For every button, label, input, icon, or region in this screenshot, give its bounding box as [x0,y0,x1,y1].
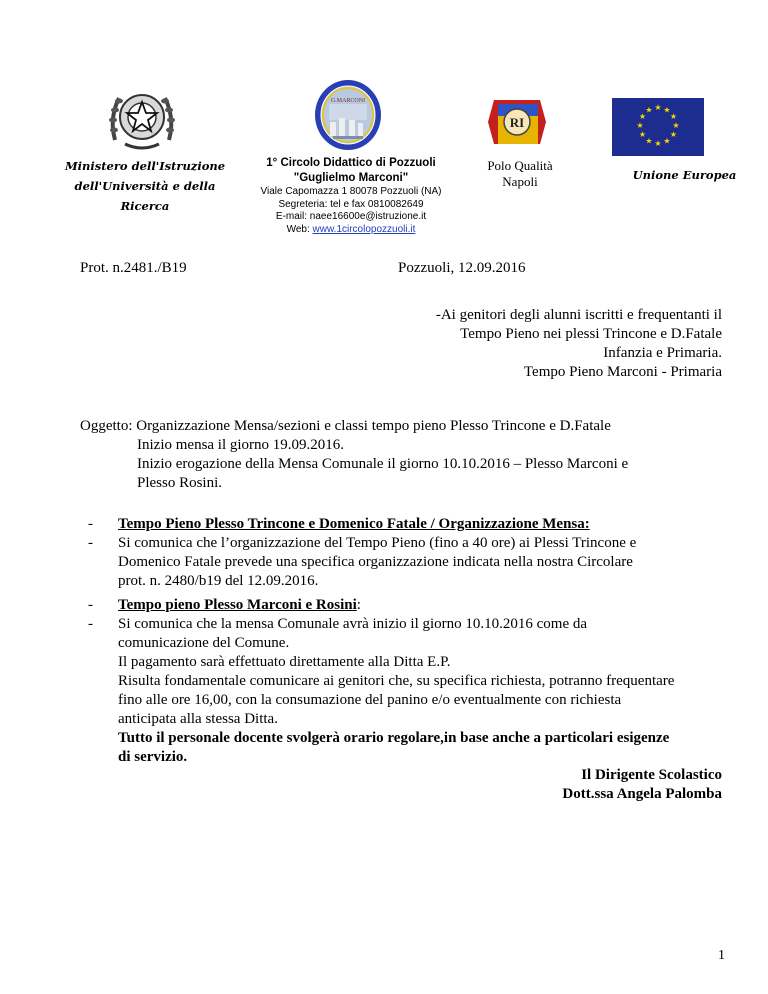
protocol-number: Prot. n.2481./B19 [80,260,187,276]
section2-line: comunicazione del Comune. [118,635,290,651]
section2-line: Il pagamento sarà effettuato direttamente alla Ditta E.P. [118,654,451,670]
section1-line: Domenico Fatale prevede una specifica organizzazione indicata nella nostra Circolare [118,554,633,570]
circolo-web [240,224,462,237]
section1 [118,515,728,591]
ministero-line-2: dell'Università e della [74,179,216,193]
flag-eu-icon [612,98,704,156]
logo-circolo-text: G.MARCONI [330,98,366,104]
svg-text:★: ★ [663,136,671,146]
svg-text:★: ★ [663,105,671,115]
subject-first-line: Oggetto: Organizzazione Mensa/sezioni e classi tempo pieno Plesso Trincone e D.Fatale [80,418,611,434]
section2-heading-suffix: : [356,597,361,613]
recipients-block [340,306,722,382]
section2-heading: Tempo pieno Plesso Marconi e Rosini [118,597,357,613]
polo-line-1: Polo Qualità [487,158,553,173]
svg-text:★: ★ [672,121,680,130]
recipient-line: Tempo Pieno nei plessi Trincone e D.Fatale [460,326,722,342]
svg-text:★: ★ [654,139,662,148]
circolo-subtitle: "Guglielmo Marconi" [293,172,409,184]
emblem-italy-icon [105,80,179,154]
section2-line: fino alle ore 16,00, con la consumazione del panino e/o eventualmente con richiesta [118,692,622,708]
section2-bold-line: di servizio. [118,749,188,765]
svg-text:★: ★ [669,112,678,121]
circolo-web-label: Web: [286,223,313,235]
logo-circolo-marconi-icon [313,78,383,152]
circolo-title: 1° Circolo Didattico di Pozzuoli [266,157,436,169]
section1-line: prot. n. 2480/b19 del 12.09.2016. [118,573,319,589]
circolo-phone: Segreteria: tel e fax 0810082649 [278,198,424,210]
signature-block [450,766,722,804]
section2-line: anticipata alla stessa Ditta. [118,711,278,727]
bullet-dash: - [88,597,93,613]
signature-role: Il Dirigente Scolastico [581,767,722,783]
svg-text:★: ★ [654,103,662,112]
circolo-address: Viale Capomazza 1 80078 Pozzuoli (NA) [260,186,442,197]
section1-line: Si comunica che l’organizzazione del Tempo Pieno (fino a 40 ore) ai Plessi Trincone e [118,535,637,551]
section1-heading: Tempo Pieno Plesso Trincone e Domenico Fatale / Organizzazione Mensa: [118,516,590,532]
bullet-dash: - [88,535,93,551]
svg-text:★: ★ [638,112,647,121]
ministero-line-3: Ricerca [120,199,170,213]
svg-text:★: ★ [645,105,653,115]
svg-text:★: ★ [645,136,653,146]
subject-line: Inizio erogazione della Mensa Comunale il giorno 10.10.2016 – Plesso Marconi e [137,456,629,472]
section2-line: Si comunica che la mensa Comunale avrà inizio il giorno 10.10.2016 come da [118,616,588,632]
recipient-line: Tempo Pieno Marconi - Primaria [523,364,722,380]
circolo-caption [240,156,462,236]
ministero-caption [55,156,235,216]
svg-text:★: ★ [636,121,644,130]
signature-name: Dott.ssa Angela Palomba [562,786,722,802]
section2-bold-line: Tutto il personale docente svolgerà orario regolare,in base anche a particolari esigenze [118,730,670,746]
document-date: Pozzuoli, 12.09.2016 [398,260,526,276]
circolo-web-link[interactable]: www.1circolopozzuoli.it [312,223,416,235]
circolo-email: E-mail: naee16600e@istruzione.it [275,211,427,222]
logo-polo-qualita-icon [488,96,546,148]
section2 [118,596,728,767]
section2-line: Risulta fondamentale comunicare ai genitori che, su specifica richiesta, potranno frequentare [118,673,675,689]
recipient-line: Infanzia e Primaria. [603,345,722,361]
section2-bullets [88,596,93,634]
bullet-dash: - [88,616,93,632]
polo-caption [470,158,570,190]
svg-text:★: ★ [669,130,678,139]
page-number: 1 [718,948,725,963]
section1-bullets [88,515,93,553]
subject-line: Inizio mensa il giorno 19.09.2016. [137,437,345,453]
bullet-dash: - [88,516,93,532]
logo-polo-text: RI [509,115,525,130]
subject-line: Plesso Rosini. [137,475,223,491]
ministero-line-1: Ministero dell'Istruzione [64,159,226,173]
section2-heading-row [118,596,728,615]
polo-line-2: Napoli [502,174,538,189]
recipient-line: -Ai genitori degli alunni iscritti e frequentanti il [435,307,722,323]
unione-caption: Unione Europea [632,168,737,182]
subject-block [80,417,740,493]
svg-text:★: ★ [638,130,647,139]
